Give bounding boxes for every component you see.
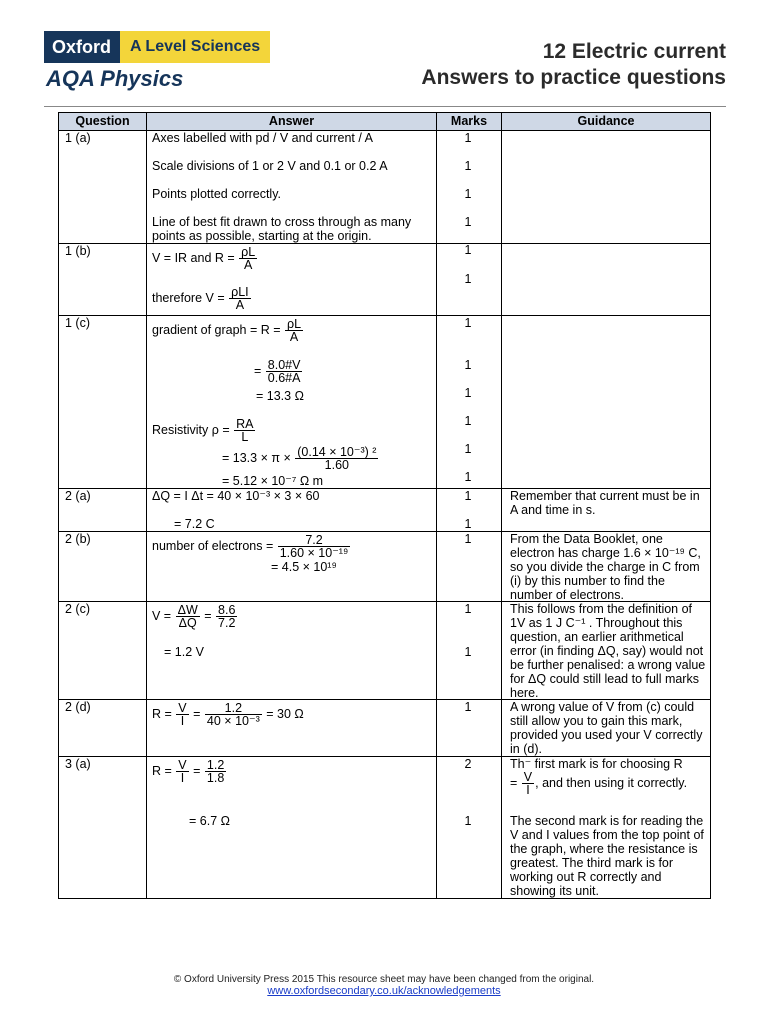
header-question: Question [59, 113, 146, 130]
mark: 1 [464, 700, 472, 714]
question-number: 3 (a) [65, 757, 91, 771]
numerator: V [523, 770, 533, 784]
equation-result: = 30 Ω [266, 706, 304, 721]
guidance-text [510, 757, 706, 796]
denominator: L [241, 430, 249, 444]
answer-line: Axes labelled with pd / V and current / A [152, 131, 373, 145]
answer-line: Points plotted correctly. [152, 187, 281, 201]
fraction [205, 759, 226, 784]
numerator: V [178, 758, 187, 772]
numerator: (0.14 × 10⁻³) ² [297, 445, 377, 459]
equation-text: V = [152, 608, 172, 623]
denominator: I [180, 771, 185, 785]
fraction [176, 759, 188, 784]
numerator: ρLI [231, 285, 249, 299]
answer-line: Scale divisions of 1 or 2 V and 0.1 or 0.2 A [152, 159, 388, 173]
row-divider [59, 243, 710, 244]
denominator: I [180, 714, 185, 728]
column-divider [501, 113, 502, 898]
acknowledgements-link[interactable]: www.oxfordsecondary.co.uk/acknowledgements [267, 985, 501, 997]
equation-text: R = [152, 763, 172, 778]
denominator: I [526, 783, 530, 797]
mark: 1 [464, 215, 472, 229]
guidance-text: From the Data Booklet, one electron has charge 1.6 × 10⁻¹⁹ C, so you divide the charge in C from (i) by this number to find the number of electrons. [510, 532, 701, 602]
guidance-text: A wrong value of V from (c) could still allow you to gain this mark, provided you used your V correctly in (d). [510, 700, 703, 756]
numerator: 1.2 [206, 758, 225, 772]
question-number: 1 (b) [65, 244, 91, 258]
denominator: ΔQ [178, 616, 197, 630]
denominator: A [235, 298, 245, 312]
fraction [234, 418, 255, 443]
answer-line: = 13.3 Ω [256, 389, 304, 403]
fraction [176, 702, 188, 727]
answer-equation [152, 534, 351, 559]
equation-text: R = [152, 706, 172, 721]
guidance-line: Th⁻ first mark is for choosing R [510, 757, 683, 771]
numerator: V [178, 701, 187, 715]
equation-text: = 13.3 × π × [222, 450, 291, 465]
answer-equation [152, 318, 304, 343]
equals-sign: = [510, 775, 518, 790]
question-number: 1 (a) [65, 131, 91, 145]
equals-sign: = [193, 763, 201, 778]
mark: 1 [464, 131, 472, 145]
fraction [176, 604, 200, 629]
equation-text: gradient of graph = R = [152, 322, 281, 337]
column-divider [436, 113, 437, 898]
answer-equation [152, 286, 252, 311]
mark: 1 [464, 532, 472, 546]
header-divider [44, 106, 726, 107]
denominator: 40 × 10⁻³ [206, 714, 260, 728]
brand-logo [44, 31, 270, 63]
answer-line: ΔQ = I Δt = 40 × 10⁻³ × 3 × 60 [152, 489, 320, 503]
fraction [266, 359, 303, 384]
brand-series: A Level Sciences [120, 31, 270, 63]
numerator: 7.2 [278, 534, 351, 547]
mark: 2 [464, 757, 472, 771]
answer-equation [152, 702, 304, 727]
question-number: 2 (b) [65, 532, 91, 546]
denominator: 7.2 [218, 616, 236, 630]
mark: 1 [464, 489, 472, 503]
header-guidance: Guidance [502, 113, 710, 130]
denominator: A [244, 258, 253, 272]
mark: 1 [464, 358, 472, 372]
answer-equation [222, 446, 379, 471]
answer-equation [152, 604, 238, 629]
footer-link-row [0, 985, 768, 997]
mark: 1 [464, 470, 472, 484]
mark: 1 [464, 272, 472, 286]
row-divider [59, 315, 710, 316]
equation-text: V = IR and R = [152, 250, 235, 265]
fraction [205, 702, 262, 727]
subject-title: AQA Physics [46, 66, 184, 91]
equation-text: therefore V = [152, 290, 225, 305]
denominator: 1.60 [324, 458, 349, 472]
mark: 1 [464, 187, 472, 201]
mark: 1 [464, 243, 472, 257]
denominator: A [289, 330, 299, 344]
numerator: RA [236, 417, 254, 431]
denominator: 1.8 [206, 771, 225, 785]
answers-table [58, 112, 711, 899]
denominator: 0.6#A [267, 371, 301, 385]
answer-line: Line of best fit drawn to cross through as many [152, 215, 412, 229]
mark: 1 [464, 645, 472, 659]
numerator: 8.6 [218, 603, 236, 617]
answer-line: = 1.2 V [164, 645, 204, 659]
fraction [285, 318, 303, 343]
mark: 1 [464, 159, 472, 173]
brand-oxford: Oxford [44, 31, 120, 63]
mark: 1 [464, 414, 472, 428]
question-number: 1 (c) [65, 316, 90, 330]
fraction [522, 771, 534, 796]
answer-line: points as possible, starting at the origin. [152, 229, 372, 243]
column-divider [146, 113, 147, 898]
mark: 1 [464, 602, 472, 616]
guidance-text: Remember that current must be in A and time in s. [510, 489, 700, 517]
header-answer: Answer [147, 113, 436, 130]
footer-copyright: © Oxford University Press 2015 This resource sheet may have been changed from the original. [173, 974, 595, 985]
header-marks: Marks [437, 113, 501, 130]
mark: 1 [464, 442, 472, 456]
mark: 1 [464, 386, 472, 400]
equation-text: number of electrons = [152, 538, 274, 553]
denominator: 1.60 × 10⁻¹⁹ [279, 546, 349, 560]
answer-equation [152, 418, 256, 443]
equals-sign: = [204, 608, 212, 623]
question-number: 2 (a) [65, 489, 91, 503]
question-number: 2 (d) [65, 700, 91, 714]
fraction [295, 446, 378, 471]
answer-line: = 4.5 × 10¹⁹ [271, 560, 337, 574]
guidance-line: , and then using it correctly. [535, 775, 688, 790]
answer-equation [152, 759, 227, 784]
guidance-text: The second mark is for reading the V and I values from the top point of the graph, where the resistance is greatest. The third mark is for working out R correctly and showing its unit. [510, 814, 704, 898]
answer-line: = 6.7 Ω [189, 814, 230, 828]
mark: 1 [464, 517, 472, 531]
numerator: 8.0#V [267, 358, 301, 372]
answer-equation [152, 246, 258, 271]
chapter-title: 12 Electric current [542, 40, 726, 63]
fraction [229, 286, 251, 311]
chapter-subtitle: Answers to practice questions [421, 66, 726, 89]
numerator: ρL [287, 317, 302, 331]
fraction [278, 534, 351, 559]
chapter-heading [421, 39, 726, 91]
numerator: 1.2 [205, 702, 262, 715]
mark: 1 [464, 814, 472, 828]
fraction [239, 246, 257, 271]
answer-equation [254, 359, 303, 384]
mark: 1 [464, 316, 472, 330]
answer-line: = 5.12 × 10⁻⁷ Ω m [222, 474, 324, 488]
numerator: ΔW [177, 603, 198, 617]
fraction [216, 604, 237, 629]
equals-sign: = [193, 706, 201, 721]
guidance-text: This follows from the definition of 1V as 1 J C⁻¹ . Throughout this question, an earlier arithmetical error (in finding ΔQ, say) would not be further penalised: a wrong value for ΔQ could still lead to full marks here. [510, 602, 706, 700]
equation-text: Resistivity ρ = [152, 422, 230, 437]
numerator: ρL [241, 245, 256, 259]
equals-sign: = [254, 363, 262, 378]
answer-line: = 7.2 C [174, 517, 215, 531]
question-number: 2 (c) [65, 602, 90, 616]
